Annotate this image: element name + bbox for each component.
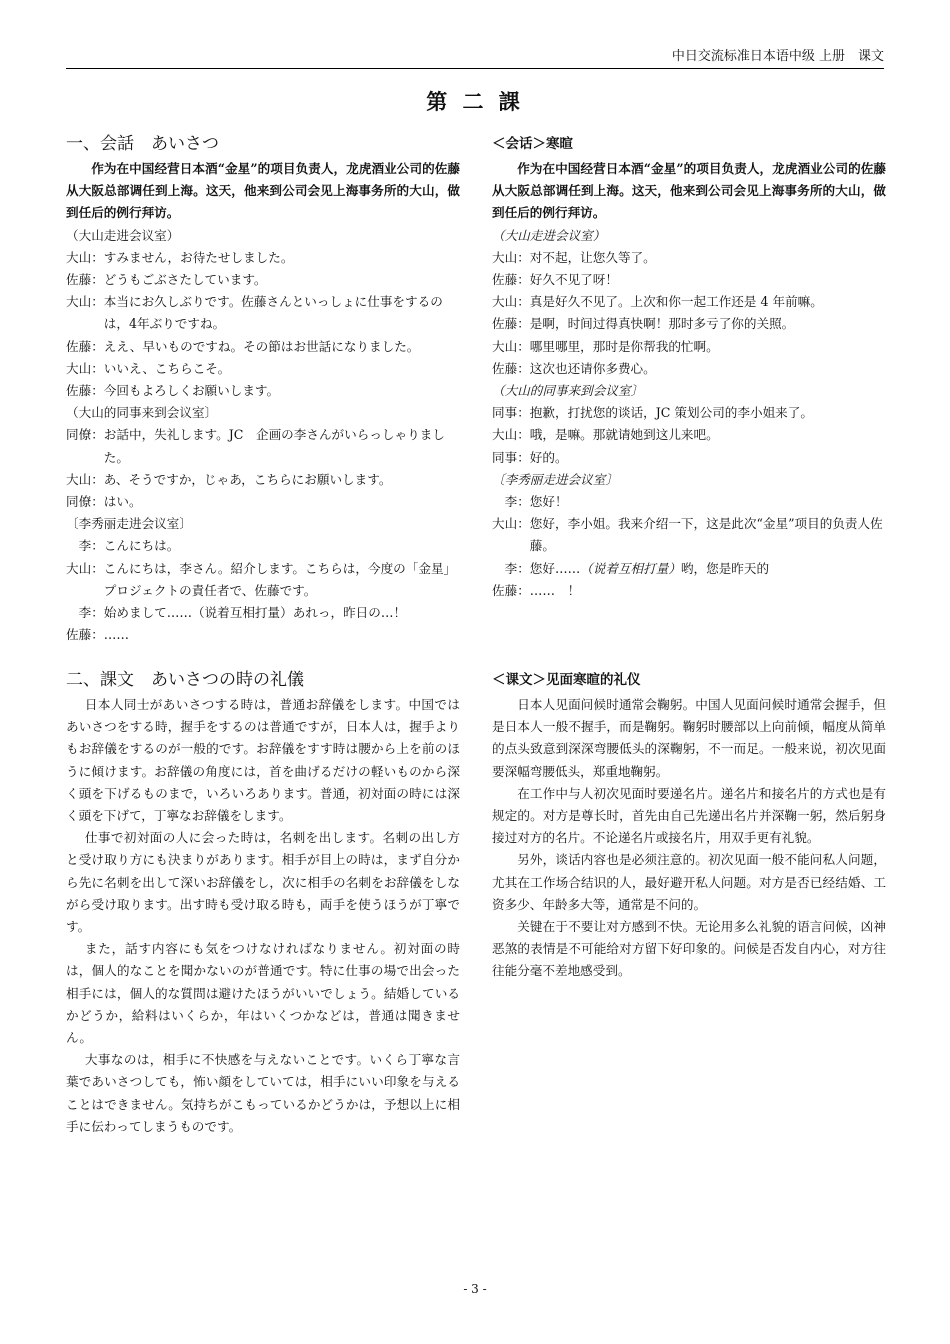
speaker: 佐藤： (492, 316, 530, 332)
speaker: 李： (492, 560, 530, 576)
lesson-title: 第 二 課 (426, 89, 524, 114)
speaker: 李： (492, 494, 530, 510)
text-paragraph-ja: 日本人同士があいさつする時は，普通お辞儀をします。中国ではあいさつをする時，握手をするのは普通ですが，日本人は，握手よりもお辞儀をするのが一般的です。お辞儀をすす時は腰から上を前のほうに傾けます。お辞儀の角度には，首を曲げるだけの軽いものから深く頭を下げるものまで，いろいろあります。普通，初対面の時には深く頭を下げて，丁寧なお辞儀をします。 (66, 697, 460, 824)
speaker: 佐藤： (66, 338, 104, 354)
utterance: 本当にお久しぶりです。佐藤さんといっしょに仕事をするのは，4年ぶりですね。 (103, 294, 443, 332)
speaker: 大山： (492, 516, 530, 532)
stage-direction: （大山的同事来到会议室〕 (492, 383, 644, 399)
dialogue-line (492, 424, 886, 446)
dialogue-line (492, 336, 886, 358)
utterance (530, 558, 886, 580)
page-number: - 3 - (463, 1282, 487, 1296)
dialogue-line (66, 624, 460, 646)
right-text-column (492, 668, 886, 983)
utterance: すみません，お待たせしました。 (103, 249, 294, 265)
text-paragraph-zh: 在工作中与人初次见面时要递名片。递名片和接名片的方式也是有规定的。对方是尊长时，首先由自己先递出名片并深鞠一躬，然后躬身接过对方的名片。不论递名片或接名片，用双手更有礼貌。 (492, 785, 886, 846)
speaker: 大山： (492, 294, 530, 310)
utterance: 您好！ (529, 494, 568, 510)
utterance: 对不起，让您久等了。 (529, 249, 656, 265)
dialogue-line (492, 558, 886, 580)
dialogue-line (66, 602, 460, 624)
utterance: お話中，失礼します。JC 企画の李さんがいらっしゃりました。 (103, 427, 445, 465)
dialogue-line (492, 402, 886, 424)
utterance: 今回もよろしくお願いします。 (103, 383, 280, 399)
dialogue-line (66, 269, 460, 291)
left-text-column (66, 668, 460, 1138)
intro-paragraph-ja: 作为在中国经营日本酒“金星”的项目负责人，龙虎酒业公司的佐藤从大阪总部调任到上海。这天，他来到公司会见上海事务所的大山，做到任后的例行拜访。 (66, 161, 460, 221)
dialogue-block-3 (492, 491, 886, 602)
left-dialogue-column (66, 132, 460, 646)
speaker: 同僚： (66, 427, 104, 443)
dialogue-line (66, 558, 460, 602)
utterance: いいえ、こちらこそ。 (103, 360, 231, 376)
utterance: 哦，是嘛。那就请她到这儿来吧。 (529, 427, 719, 443)
text-paragraph-ja: 仕事で初対面の人に会った時は，名刺を出します。名刺の出し方と受け取り方にも決まりがあります。相手が目上の時は，まず自分から先に名刺を出して深いお辞儀をし，次に相手の名刺をお辞儀をしながら受け取ります。出す時も受け取る時も，両手を使うほうが丁寧です。 (66, 830, 460, 935)
speaker: 李： (66, 605, 104, 621)
utterance: …… ！ (529, 582, 581, 598)
speaker: 佐藤： (492, 582, 530, 598)
utterance: 好久不见了呀！ (529, 272, 618, 288)
text-paragraph-zh: 另外，谈话内容也是必须注意的。初次见面一般不能问私人问题，尤其在工作场合结识的人，最好避开私人问题。对方是否已经结婚、工资多少、年龄多大等，通常是不问的。 (492, 852, 886, 912)
utterance-part: 您好…… (529, 560, 581, 576)
dialogue-line (492, 313, 886, 335)
dialogue-line (66, 336, 460, 358)
utterance: 始めまして……（说着互相打量）あれっ，昨日の…！ (103, 605, 407, 621)
dialogue-line (66, 535, 460, 557)
dialogue-line (492, 513, 886, 557)
speaker: 佐藤： (492, 272, 530, 288)
dialogue-line (66, 247, 460, 269)
utterance: 是啊，时间过得真快啊！那时多亏了你的关照。 (529, 316, 795, 332)
speaker: 同事： (492, 449, 530, 465)
dialogue-line (66, 380, 460, 402)
dialogue-block-2 (492, 402, 886, 469)
dialogue-line (66, 424, 460, 468)
stage-direction: （大山的同事来到会议室〕 (66, 405, 218, 421)
speaker: 大山： (66, 249, 104, 265)
dialogue-block-1 (492, 247, 886, 380)
text-paragraph-zh: 日本人见面问候时通常会鞠躬。中国人见面问候时通常会握手，但是日本人一般不握手，而是鞠躬。鞠躬时腰部以上向前倾，幅度从简单的点头致意到深深弯腰低头的深鞠躬，不一而足。一般来说，初次见面要深幅弯腰低头，郑重地鞠躬。 (492, 697, 886, 779)
utterance: 哪里哪里，那时是你帮我的忙啊。 (529, 338, 719, 354)
dialogue-block-3 (66, 535, 460, 646)
utterance: はい。 (103, 494, 142, 510)
section-heading-conversation-zh: ＜会话＞寒暄 (492, 136, 573, 152)
speaker: 佐藤： (66, 272, 104, 288)
dialogue-block-1 (66, 247, 460, 402)
section-heading-text-ja: 二、課文 あいさつの時の礼儀 (66, 670, 304, 690)
speaker: 佐藤： (66, 383, 104, 399)
utterance-part: 哟，您是昨天的 (680, 560, 770, 576)
text-paragraph-zh: 关键在于不要让对方感到不快。无论用多么礼貌的语言问候，凶神恶煞的表情是不可能给对方留下好印象的。问候是否发自内心，对方往往能分毫不差地感受到。 (492, 919, 886, 979)
speaker: 大山： (66, 471, 104, 487)
speaker: 佐藤： (492, 360, 530, 376)
dialogue-line (66, 491, 460, 513)
intro-paragraph-zh: 作为在中国经营日本酒“金星”的项目负责人，龙虎酒业公司的佐藤从大阪总部调任到上海。这天，他来到公司会见上海事务所的大山，做到任后的例行拜访。 (492, 161, 886, 221)
speaker: 大山： (66, 360, 104, 376)
utterance: ええ、早いものですね。その節はお世話になりました。 (103, 338, 420, 354)
section-heading-conversation-ja: 一、会話 あいさつ (66, 134, 219, 154)
utterance: 您好，李小姐。我来介绍一下，这是此次“金星”项目的负责人佐藤。 (529, 516, 883, 554)
speaker: 大山： (66, 560, 104, 576)
utterance: こんにちは。 (103, 538, 180, 554)
speaker: 同僚： (66, 494, 104, 510)
speaker: 佐藤： (66, 627, 104, 643)
utterance: あ、そうですか，じゃあ，こちらにお願いします。 (103, 471, 392, 487)
right-dialogue-column (492, 132, 886, 602)
dialogue-line (66, 469, 460, 491)
dialogue-line (492, 269, 886, 291)
page-header: 中日交流标准日本语中级 上册 课文 (66, 48, 884, 69)
text-paragraph-ja: 大事なのは，相手に不快感を与えないことです。いくら丁寧な言葉であいさつしても，怖い顔をしていては，相手にいい印象を与えることはできません。気持ちがこもっているかどうかは，予想以上に相手に伝わってしまうものです。 (66, 1052, 460, 1134)
speaker: 大山： (492, 338, 530, 354)
utterance: 好的。 (529, 449, 568, 465)
text-paragraph-ja: また，話す内容にも気をつけなければなりません。初対面の時は，個人的なことを聞かないのが普通です。特に仕事の場で出会った相手には，個人的な質問は避けたほうがいいでしょう。結婚しているかどうか，給料はいくらか，年はいくつかなどは，普通は聞きません。 (66, 941, 460, 1046)
dialogue-line (492, 358, 886, 380)
speaker: 大山： (66, 294, 104, 310)
dialogue-block-2 (66, 424, 460, 513)
stage-direction: （大山走进会议室） (492, 227, 606, 243)
inline-stage-direction: （说着互相打量） (580, 560, 681, 576)
stage-direction: （大山走进会议室） (66, 227, 180, 243)
speaker: 大山： (492, 427, 530, 443)
dialogue-line (492, 247, 886, 269)
utterance: …… (103, 627, 129, 643)
utterance: どうもごぶさたしています。 (103, 272, 267, 288)
dialogue-line (66, 291, 460, 335)
stage-direction: 〔李秀丽走进会议室〕 (492, 471, 618, 487)
speaker: 大山： (492, 249, 530, 265)
dialogue-line (492, 580, 886, 602)
utterance: 真是好久不见了。上次和你一起工作还是 4 年前嘛。 (529, 294, 823, 310)
speaker: 同事： (492, 405, 530, 421)
utterance: こんにちは，李さん。紹介します。こちらは，今度の「金星」プロジェクトの責任者で、佐藤です。 (103, 560, 457, 598)
dialogue-line (66, 358, 460, 380)
speaker: 李： (66, 538, 104, 554)
stage-direction: 〔李秀丽走进会议室〕 (66, 516, 192, 532)
section-heading-text-zh: ＜课文＞见面寒暄的礼仪 (492, 672, 641, 688)
dialogue-line (492, 291, 886, 313)
dialogue-line (492, 491, 886, 513)
dialogue-line (492, 447, 886, 469)
utterance: 抱歉，打扰您的谈话，JC 策划公司的李小姐来了。 (529, 405, 813, 421)
utterance: 这次也还请你多费心。 (529, 360, 656, 376)
